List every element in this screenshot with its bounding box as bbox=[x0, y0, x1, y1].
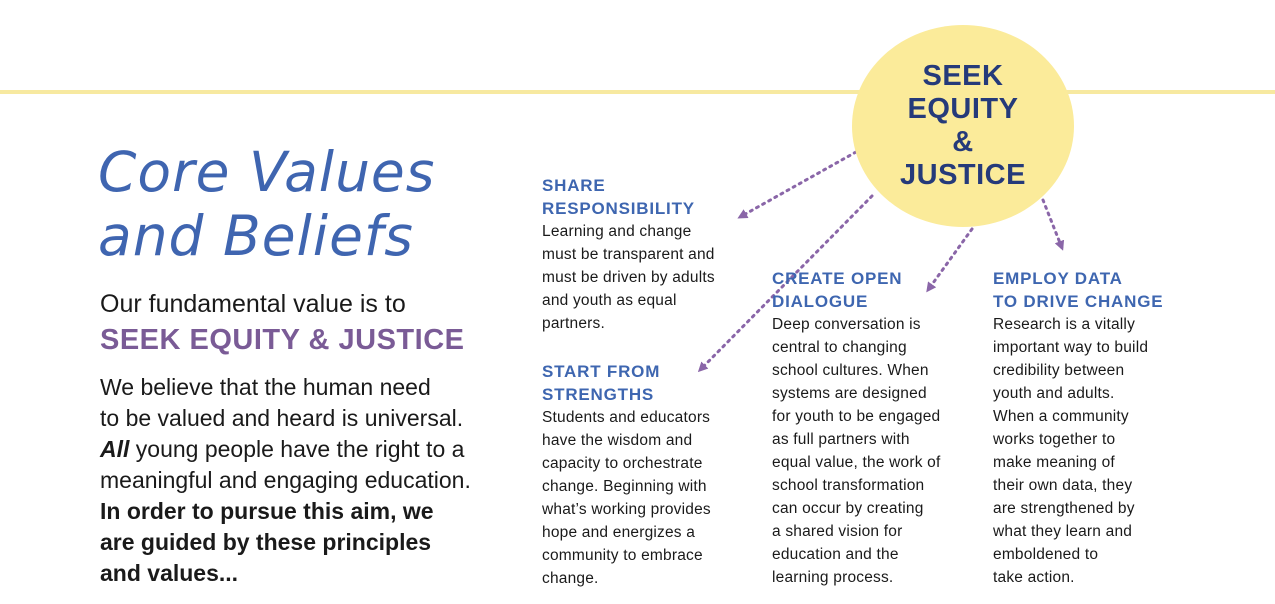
card-body-line: are strengthened by bbox=[993, 500, 1135, 517]
card-heading-line: EMPLOY DATA bbox=[993, 269, 1123, 288]
card-body-line: youth and adults. bbox=[993, 385, 1115, 402]
card-heading bbox=[993, 267, 1163, 313]
card-body-line: their own data, they bbox=[993, 477, 1133, 494]
title-line: and Beliefs bbox=[98, 204, 414, 268]
belief-line: meaningful and engaging education. bbox=[100, 467, 471, 493]
card-body-line: Learning and change bbox=[542, 223, 692, 240]
circle-line: SEEK bbox=[922, 60, 1004, 92]
card-heading-line: START FROM bbox=[542, 362, 661, 381]
card-body-line: central to changing bbox=[772, 339, 907, 356]
card-heading bbox=[542, 174, 715, 220]
card-heading-line: DIALOGUE bbox=[772, 292, 869, 311]
card-body bbox=[772, 313, 941, 589]
belief-line bbox=[100, 434, 530, 465]
card-create-open-dialogue bbox=[772, 267, 941, 589]
card-body-line: make meaning of bbox=[993, 454, 1115, 471]
card-body-line: for youth to be engaged bbox=[772, 408, 941, 425]
card-body-line: credibility between bbox=[993, 362, 1125, 379]
card-body-line: take action. bbox=[993, 569, 1075, 586]
card-body-line: capacity to orchestrate bbox=[542, 455, 703, 472]
belief-bold-line: and values... bbox=[100, 560, 239, 586]
belief-line: to be valued and heard is universal. bbox=[100, 405, 464, 431]
card-body-line: school cultures. When bbox=[772, 362, 929, 379]
fundamental-value-highlight: SEEK EQUITY & JUSTICE bbox=[100, 324, 465, 356]
card-body-line: community to embrace bbox=[542, 547, 703, 564]
card-body bbox=[542, 220, 715, 335]
card-body-line: emboldened to bbox=[993, 546, 1099, 563]
belief-statement bbox=[100, 372, 530, 589]
circle-line: & bbox=[952, 126, 974, 158]
card-body-line: change. Beginning with bbox=[542, 478, 707, 495]
card-body-line: can occur by creating bbox=[772, 500, 924, 517]
card-body-line: systems are designed bbox=[772, 385, 927, 402]
belief-line: We believe that the human need bbox=[100, 374, 431, 400]
circle-line: JUSTICE bbox=[900, 159, 1026, 191]
card-heading-line: RESPONSIBILITY bbox=[542, 199, 695, 218]
card-start-from-strengths bbox=[542, 360, 711, 590]
belief-line-rest: young people have the right to a bbox=[129, 436, 465, 462]
card-body-line: what they learn and bbox=[993, 523, 1133, 540]
seek-equity-justice-circle bbox=[852, 25, 1074, 227]
card-body-line: must be driven by adults bbox=[542, 269, 715, 286]
card-body-line: must be transparent and bbox=[542, 246, 715, 263]
card-body-line: When a community bbox=[993, 408, 1129, 425]
fundamental-value-intro: Our fundamental value is to bbox=[100, 290, 406, 318]
card-body-line: Deep conversation is bbox=[772, 316, 921, 333]
belief-emphasis: All bbox=[100, 436, 130, 462]
card-body-line: and youth as equal bbox=[542, 292, 677, 309]
card-body-line: Research is a vitally bbox=[993, 316, 1136, 333]
title-line: Core Values bbox=[98, 140, 436, 204]
card-body-line: have the wisdom and bbox=[542, 432, 693, 449]
card-heading bbox=[772, 267, 941, 313]
card-body-line: works together to bbox=[993, 431, 1116, 448]
card-body-line: a shared vision for bbox=[772, 523, 903, 540]
card-share-responsibility bbox=[542, 174, 715, 335]
circle-line: EQUITY bbox=[907, 93, 1019, 125]
card-body-line: Students and educators bbox=[542, 409, 711, 426]
belief-bold-line: are guided by these principles bbox=[100, 529, 432, 555]
card-body-line: partners. bbox=[542, 315, 605, 332]
card-heading-line: SHARE bbox=[542, 176, 606, 195]
card-body bbox=[993, 313, 1163, 589]
card-body-line: what’s working provides bbox=[542, 501, 711, 518]
card-body-line: hope and energizes a bbox=[542, 524, 696, 541]
arrow-to-employ-data bbox=[1043, 200, 1062, 248]
belief-bold-line: In order to pursue this aim, we bbox=[100, 498, 434, 524]
card-heading bbox=[542, 360, 711, 406]
card-body bbox=[542, 406, 711, 590]
card-heading-line: STRENGTHS bbox=[542, 385, 655, 404]
card-body-line: education and the bbox=[772, 546, 899, 563]
card-body-line: change. bbox=[542, 570, 599, 587]
card-heading-line: TO DRIVE CHANGE bbox=[993, 292, 1164, 311]
card-body-line: equal value, the work of bbox=[772, 454, 941, 471]
card-employ-data bbox=[993, 267, 1163, 589]
arrow-to-share-responsibility bbox=[740, 152, 856, 217]
card-body-line: important way to build bbox=[993, 339, 1149, 356]
card-body-line: learning process. bbox=[772, 569, 894, 586]
card-body-line: as full partners with bbox=[772, 431, 910, 448]
card-heading-line: CREATE OPEN bbox=[772, 269, 903, 288]
card-body-line: school transformation bbox=[772, 477, 925, 494]
page-title bbox=[98, 140, 518, 268]
